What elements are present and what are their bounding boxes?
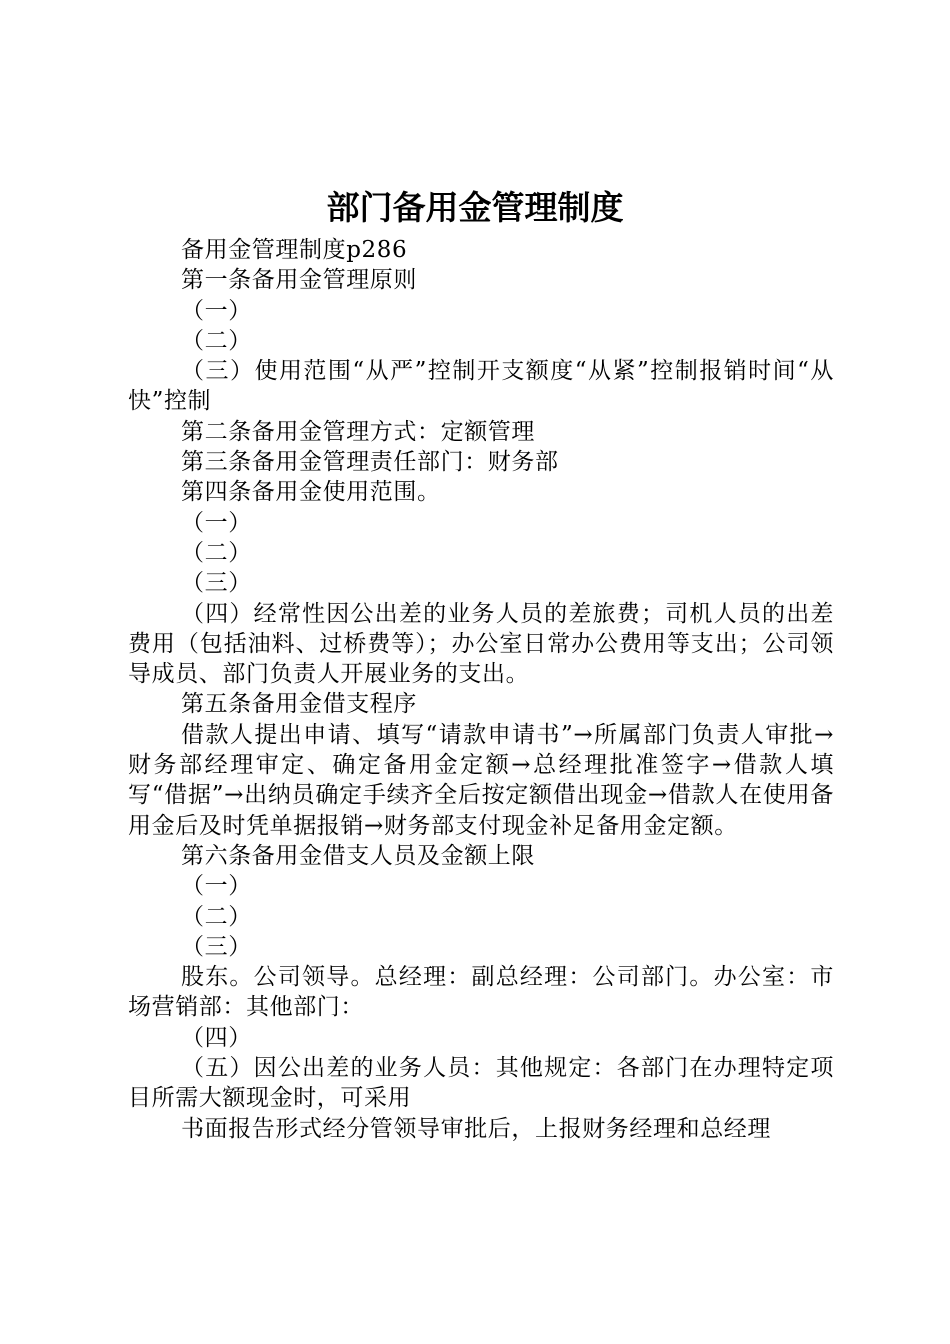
paragraph-item: （一）	[181, 297, 252, 324]
paragraph-article-1: 第一条备用金管理原则	[181, 267, 417, 294]
paragraph-article-6: 第六条备用金借支人员及金额上限	[181, 842, 535, 869]
paragraph-item: （三）	[181, 570, 252, 597]
paragraph-continuation: 书面报告形式经分管领导审批后，上报财务经理和总经理	[181, 1115, 771, 1142]
paragraph-item: （二）	[181, 903, 252, 930]
paragraph-item: （四）	[181, 1024, 252, 1051]
document-title: 部门备用金管理制度	[326, 188, 624, 227]
paragraph-item: （四）经常性因公出差的业务人员的差旅费；司机人员的出差费用（包括油料、过桥费等）；办公室日常办公费用等支出；公司领导成员、部门负责人开展业务的支出。	[128, 600, 834, 688]
paragraph-article-2: 第二条备用金管理方式：定额管理	[181, 418, 535, 445]
paragraph-item: （五）因公出差的业务人员：其他规定：各部门在办理特定项目所需大额现金时，可采用	[128, 1055, 834, 1112]
document-body	[128, 235, 834, 1144]
paragraph-item: （一）	[181, 873, 252, 900]
paragraph-item: （二）	[181, 327, 252, 354]
paragraph-article-5: 第五条备用金借支程序	[181, 691, 417, 718]
paragraph-procedure: 借款人提出申请、填写“请款申请书”→所属部门负责人审批→财务部经理审定、确定备用金定额→总经理批准签字→借款人填写“借据”→出纳员确定手续齐全后按定额借出现金→借款人在使用备用金后及时凭单据报销→财务部支付现金补足备用金定额。	[128, 721, 834, 839]
paragraph-item: （一）	[181, 509, 252, 536]
paragraph-article-4: 第四条备用金使用范围。	[181, 479, 441, 506]
paragraph-subtitle: 备用金管理制度p286	[181, 237, 408, 263]
paragraph-article-3: 第三条备用金管理责任部门：财务部	[181, 449, 559, 476]
paragraph-item: （三）使用范围“从严”控制开支额度“从紧”控制报销时间“从快”控制	[128, 358, 834, 415]
paragraph-item: （二）	[181, 539, 252, 566]
paragraph-item: （三）	[181, 933, 252, 960]
paragraph-limits: 股东。公司领导。总经理：副总经理：公司部门。办公室：市场营销部：其他部门：	[128, 964, 834, 1021]
